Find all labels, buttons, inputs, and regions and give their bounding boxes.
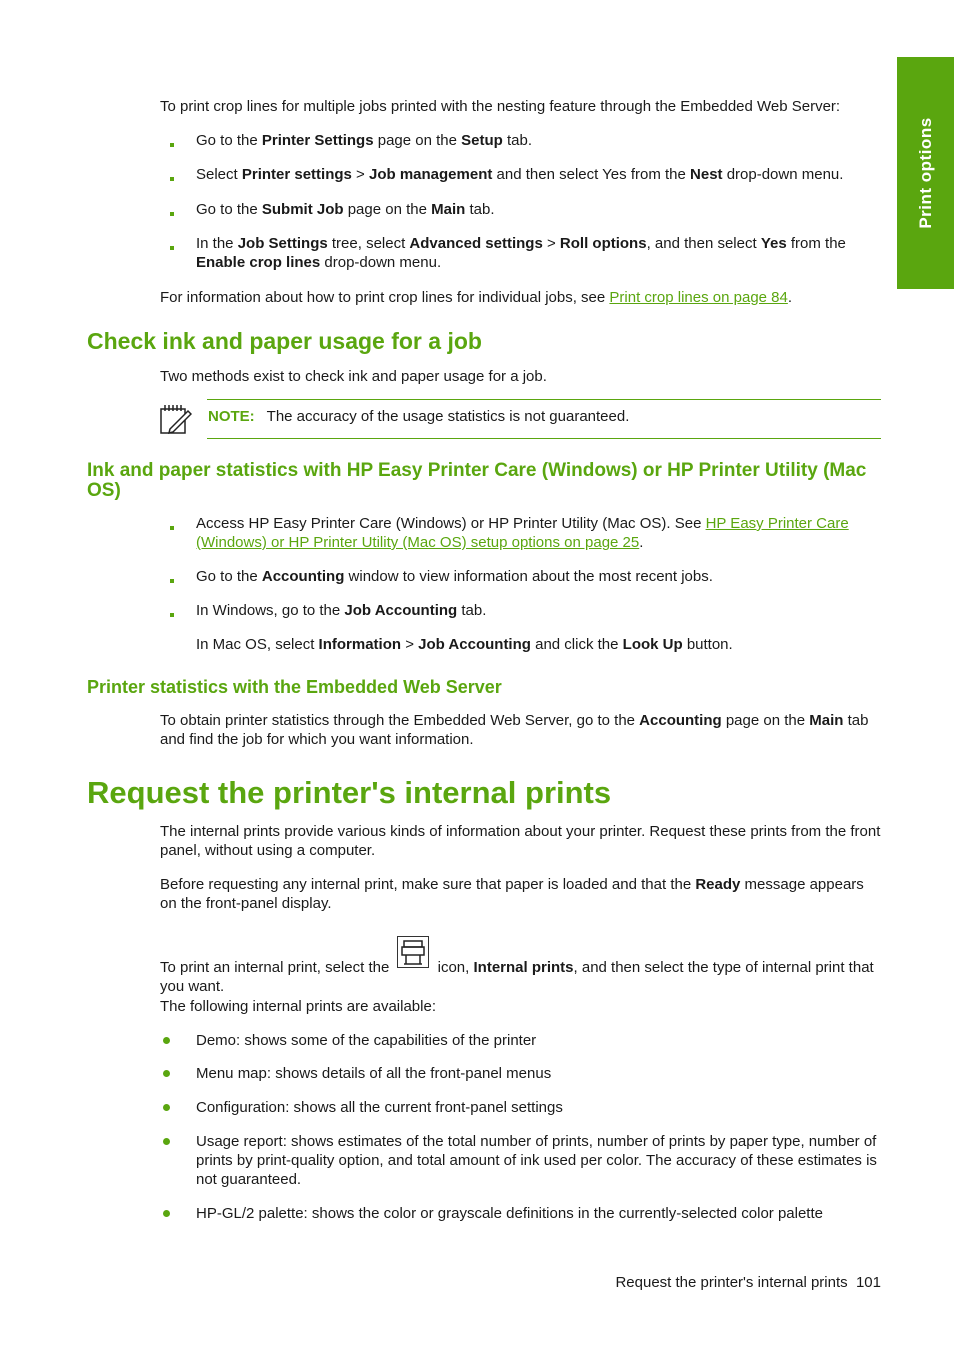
crop-lines-paragraph: For information about how to print crop lines for individual jobs, see Print crop lines on page 84. [160, 289, 793, 306]
list-item: Go to the Printer Settings page on the Setup tab. [196, 132, 532, 149]
internal-paragraph-3: To print an internal print, select the icon, Internal prints, and then select the type of internal print that you want. [160, 944, 882, 996]
page-number: 101 [855, 1274, 881, 1291]
side-tab-label: Print options [915, 117, 935, 229]
footer-title: Request the printer's internal prints [615, 1274, 848, 1291]
internal-paragraph-2: Before requesting any internal print, make sure that paper is loaded and that the Ready message appears on the front-panel display. [160, 876, 864, 912]
list-item: HP-GL/2 palette: shows the color or grayscale definitions in the currently-selected color palette [196, 1205, 823, 1222]
ews-paragraph: To obtain printer statistics through the Embedded Web Server, go to the Accounting page on the Main tab and find the job for which you want information. [160, 712, 869, 748]
list-item: Access HP Easy Printer Care (Windows) or HP Printer Utility (Mac OS). See HP Easy Printer Care (Windows) or HP Printer Utility (Mac OS) setup options on page 25. [196, 515, 849, 551]
easy-printer-care-heading: Ink and paper statistics with HP Easy Printer Care (Windows) or HP Printer Utility (Mac OS) [87, 460, 867, 501]
note-text: The accuracy of the usage statistics is not guaranteed. [266, 408, 630, 425]
list-bullet [170, 613, 174, 617]
internal-paragraph-1: The internal prints provide various kinds of information about your printer. Request these prints from the front panel, without using a computer. [160, 823, 881, 859]
easy-printer-care-link[interactable]: HP Easy Printer Care (Windows) or HP Printer Utility (Mac OS) setup options on page 25 [196, 515, 849, 551]
list-item: Usage report: shows estimates of the total number of prints, number of prints by paper type, number of prints by print-quality option, and total amount of ink used per color. The accuracy of these estimates is not guaranteed. [196, 1133, 877, 1188]
list-bullet [170, 579, 174, 583]
note-bottom-rule [207, 438, 881, 439]
intro-paragraph: To print crop lines for multiple jobs printed with the nesting feature through the Embedded Web Server: [160, 98, 841, 115]
page-footer [615, 1273, 881, 1292]
section-side-tab [897, 57, 954, 289]
list-item: In the Job Settings tree, select Advanced settings > Roll options, and then select Yes from the Enable crop lines drop-down menu. [196, 235, 846, 271]
list-bullet [163, 1104, 170, 1111]
mac-os-paragraph: In Mac OS, select Information > Job Accounting and click the Look Up button. [196, 636, 733, 653]
list-bullet [170, 212, 174, 216]
note-icon [158, 403, 192, 435]
note-label: NOTE: [208, 408, 255, 425]
list-item: Menu map: shows details of all the front-panel menus [196, 1065, 552, 1082]
internal-prints-heading: Request the printer's internal prints [87, 775, 612, 810]
list-bullet [163, 1210, 170, 1217]
note-paragraph [208, 407, 882, 426]
list-bullet [170, 177, 174, 181]
list-item: Go to the Submit Job page on the Main tab. [196, 201, 495, 218]
check-ink-heading: Check ink and paper usage for a job [87, 328, 482, 354]
ews-heading: Printer statistics with the Embedded Web Server [87, 677, 502, 697]
list-item: Go to the Accounting window to view information about the most recent jobs. [196, 568, 713, 585]
crop-lines-link[interactable]: Print crop lines on page 84 [609, 289, 788, 306]
list-bullet [163, 1138, 170, 1145]
list-bullet [163, 1037, 170, 1044]
list-bullet [170, 526, 174, 530]
list-item: Configuration: shows all the current front-panel settings [196, 1099, 563, 1116]
list-item: In Windows, go to the Job Accounting tab. [196, 602, 487, 619]
printer-icon [397, 936, 429, 968]
list-bullet [170, 246, 174, 250]
list-item: Demo: shows some of the capabilities of the printer [196, 1032, 537, 1049]
list-bullet [163, 1070, 170, 1077]
check-ink-paragraph: Two methods exist to check ink and paper usage for a job. [160, 368, 547, 385]
list-bullet [170, 143, 174, 147]
list-item: Select Printer settings > Job management and then select Yes from the Nest drop-down menu. [196, 166, 844, 183]
note-top-rule [207, 399, 881, 400]
internal-paragraph-4: The following internal prints are available: [160, 998, 436, 1015]
